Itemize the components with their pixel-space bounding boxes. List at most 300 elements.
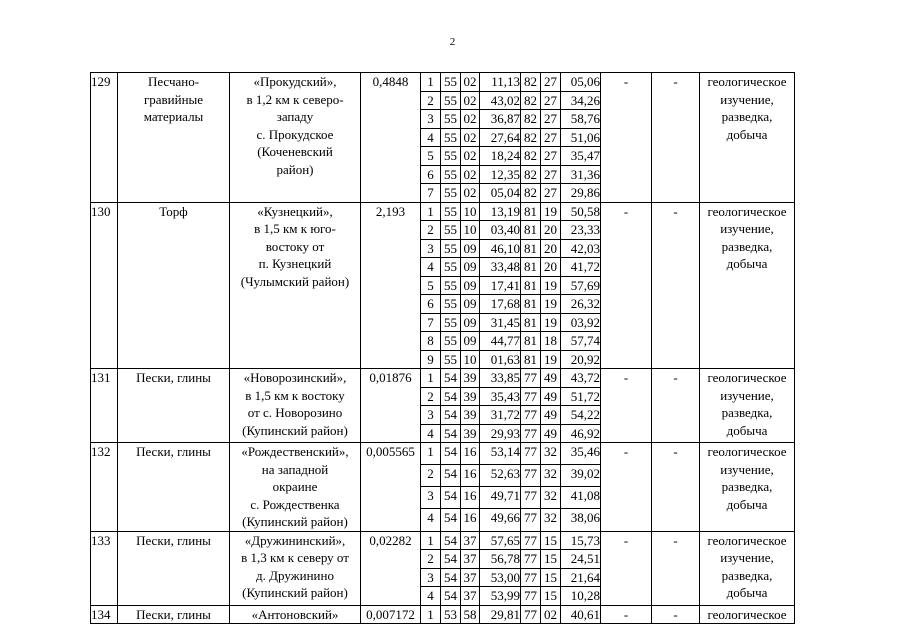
lat-deg: 54 (441, 424, 461, 443)
lat-deg: 55 (441, 350, 461, 369)
lat-sec: 18,24 (480, 147, 521, 166)
site-name (230, 73, 361, 203)
lon-sec: 03,92 (561, 313, 601, 332)
usage-purpose-line: геологическое (707, 74, 787, 89)
mineral-type (118, 369, 230, 443)
lat-deg: 54 (441, 443, 461, 465)
usage-purpose (700, 443, 795, 532)
lon-sec: 54,22 (561, 406, 601, 425)
lat-deg: 53 (441, 605, 461, 624)
lon-sec: 34,26 (561, 91, 601, 110)
site-name-line: западу (276, 109, 314, 124)
site-name-line: с. Рождественка (250, 496, 340, 512)
site-name-line: в 1,5 км к юго- (254, 221, 336, 236)
lat-min: 02 (461, 147, 480, 166)
usage-purpose-line: геологическое (707, 532, 787, 548)
lon-sec: 10,28 (561, 587, 601, 606)
table-row (91, 443, 795, 465)
lat-min: 02 (461, 110, 480, 129)
site-number: 134 (91, 605, 118, 624)
lon-min: 32 (541, 465, 561, 487)
lat-sec: 29,93 (480, 424, 521, 443)
lat-min: 09 (461, 239, 480, 258)
lat-min: 02 (461, 165, 480, 184)
lat-deg: 55 (441, 295, 461, 314)
mineral-type (118, 73, 230, 203)
lat-deg: 55 (441, 221, 461, 240)
lat-min: 10 (461, 350, 480, 369)
lat-deg: 54 (441, 531, 461, 550)
point-number: 1 (421, 369, 441, 388)
lat-min: 09 (461, 258, 480, 277)
lon-sec: 57,74 (561, 332, 601, 351)
lon-min: 49 (541, 387, 561, 406)
lon-deg: 77 (521, 465, 541, 487)
site-name (230, 605, 361, 624)
lon-min: 15 (541, 587, 561, 606)
lat-sec: 53,14 (480, 443, 521, 465)
site-name-line: в 1,2 км к северо- (246, 91, 344, 107)
lat-deg: 54 (441, 587, 461, 606)
lat-min: 39 (461, 369, 480, 388)
usage-purpose (700, 73, 795, 203)
lon-sec: 46,92 (561, 424, 601, 443)
lat-sec: 17,68 (480, 295, 521, 314)
lon-sec: 20,92 (561, 350, 601, 369)
usage-purpose-line: разведка, (721, 238, 773, 254)
resources-dash: - (652, 369, 700, 443)
lon-deg: 77 (521, 587, 541, 606)
lat-min: 10 (461, 221, 480, 240)
page-number: 2 (449, 36, 456, 48)
resources-dash: - (652, 73, 700, 203)
lon-min: 20 (541, 221, 561, 240)
lat-deg: 55 (441, 128, 461, 147)
usage-purpose-line: изучение, (720, 461, 774, 477)
lat-min: 37 (461, 550, 480, 569)
lon-min: 19 (541, 202, 561, 221)
site-area: 0,005565 (361, 443, 421, 532)
lat-deg: 55 (441, 91, 461, 110)
lon-sec: 58,76 (561, 110, 601, 129)
lon-deg: 82 (521, 73, 541, 92)
site-name (230, 531, 361, 605)
lon-deg: 81 (521, 313, 541, 332)
lon-min: 27 (541, 91, 561, 110)
point-number: 3 (421, 487, 441, 509)
lat-deg: 54 (441, 387, 461, 406)
lat-min: 02 (461, 73, 480, 92)
point-number: 6 (421, 165, 441, 184)
lat-deg: 54 (441, 550, 461, 569)
lon-sec: 35,46 (561, 443, 601, 465)
lon-sec: 51,06 (561, 128, 601, 147)
lon-deg: 77 (521, 387, 541, 406)
resources-dash: - (652, 202, 700, 369)
lon-deg: 81 (521, 295, 541, 314)
lat-min: 37 (461, 531, 480, 550)
lat-min: 02 (461, 128, 480, 147)
lat-sec: 36,87 (480, 110, 521, 129)
lon-deg: 81 (521, 202, 541, 221)
lon-deg: 82 (521, 184, 541, 203)
lat-sec: 44,77 (480, 332, 521, 351)
mineral-type-line: Пески, глины (136, 606, 211, 622)
lon-deg: 77 (521, 550, 541, 569)
usage-purpose-line: изучение, (720, 221, 774, 236)
reserves-dash: - (601, 202, 652, 369)
lon-sec: 05,06 (561, 73, 601, 92)
lon-sec: 26,32 (561, 295, 601, 314)
point-number: 4 (421, 424, 441, 443)
point-number: 3 (421, 110, 441, 129)
lat-sec: 03,40 (480, 221, 521, 240)
site-name-line: район) (276, 161, 314, 177)
lon-deg: 77 (521, 487, 541, 509)
lat-deg: 55 (441, 276, 461, 295)
point-number: 2 (421, 465, 441, 487)
lon-deg: 82 (521, 91, 541, 110)
lat-sec: 29,81 (480, 605, 521, 624)
site-name-line: д. Дружинино (256, 567, 334, 583)
lat-deg: 54 (441, 509, 461, 531)
lon-sec: 24,51 (561, 550, 601, 569)
lon-deg: 82 (521, 110, 541, 129)
lat-sec: 57,65 (480, 531, 521, 550)
site-name (230, 369, 361, 443)
lon-deg: 77 (521, 424, 541, 443)
point-number: 2 (421, 91, 441, 110)
usage-purpose-line: разведка, (721, 479, 773, 494)
lat-deg: 55 (441, 258, 461, 277)
reserves-dash: - (601, 605, 652, 624)
lon-min: 49 (541, 406, 561, 425)
lat-deg: 55 (441, 239, 461, 258)
lat-sec: 35,43 (480, 387, 521, 406)
site-number: 129 (91, 73, 118, 203)
site-name-line: «Кузнецкий», (257, 203, 333, 219)
lat-deg: 54 (441, 406, 461, 425)
lon-deg: 77 (521, 531, 541, 550)
lon-min: 19 (541, 295, 561, 314)
usage-purpose-line: геологическое (707, 444, 787, 459)
lon-sec: 41,72 (561, 258, 601, 277)
site-number: 130 (91, 202, 118, 369)
lon-min: 15 (541, 550, 561, 569)
point-number: 7 (421, 184, 441, 203)
resources-dash: - (652, 531, 700, 605)
lon-min: 15 (541, 568, 561, 587)
lon-deg: 81 (521, 258, 541, 277)
lat-min: 37 (461, 587, 480, 606)
reserves-dash: - (601, 73, 652, 203)
lon-deg: 82 (521, 147, 541, 166)
site-name-line: «Прокудский», (253, 74, 337, 89)
site-name-line: в 1,5 км к востоку (245, 387, 345, 403)
site-area: 0,007172 (361, 605, 421, 624)
lat-deg: 55 (441, 147, 461, 166)
lon-min: 19 (541, 276, 561, 295)
site-name-line: на западной (261, 461, 329, 477)
mineral-type-line: материалы (143, 109, 204, 124)
usage-purpose-line: геологическое (707, 370, 787, 385)
lat-sec: 49,71 (480, 487, 521, 509)
lon-min: 02 (541, 605, 561, 624)
usage-purpose-line: добыча (726, 256, 768, 271)
lon-min: 32 (541, 487, 561, 509)
lon-sec: 43,72 (561, 369, 601, 388)
lon-deg: 81 (521, 332, 541, 351)
lat-deg: 54 (441, 568, 461, 587)
resources-dash: - (652, 605, 700, 624)
lat-sec: 05,04 (480, 184, 521, 203)
lat-deg: 55 (441, 165, 461, 184)
lat-min: 02 (461, 91, 480, 110)
table-row (91, 202, 795, 221)
lon-sec: 51,72 (561, 387, 601, 406)
site-number: 132 (91, 443, 118, 532)
lon-deg: 77 (521, 406, 541, 425)
site-name-line: (Купинский район) (242, 422, 348, 438)
site-name-line: (Коченевский (257, 144, 333, 159)
lat-deg: 55 (441, 184, 461, 203)
point-number: 3 (421, 568, 441, 587)
point-number: 4 (421, 128, 441, 147)
table-row (91, 369, 795, 388)
lon-sec: 15,73 (561, 531, 601, 550)
lon-min: 27 (541, 147, 561, 166)
usage-purpose-line: добыча (726, 496, 768, 512)
site-name-line: с. Прокудское (256, 126, 334, 142)
mineral-type-line: Пески, глины (136, 532, 211, 548)
lat-sec: 52,63 (480, 465, 521, 487)
mineral-type-line: Торф (159, 203, 188, 219)
lon-min: 27 (541, 110, 561, 129)
point-number: 5 (421, 147, 441, 166)
lat-min: 16 (461, 487, 480, 509)
lat-min: 09 (461, 295, 480, 314)
lat-sec: 53,99 (480, 587, 521, 606)
lon-deg: 77 (521, 443, 541, 465)
usage-purpose-line: разведка, (721, 109, 773, 124)
lon-deg: 77 (521, 509, 541, 531)
point-number: 6 (421, 295, 441, 314)
lat-deg: 55 (441, 73, 461, 92)
table-row (91, 605, 795, 624)
site-name-line: «Антоновский» (251, 606, 339, 622)
lat-min: 39 (461, 387, 480, 406)
lat-sec: 46,10 (480, 239, 521, 258)
usage-purpose-line: разведка, (721, 567, 773, 583)
usage-purpose-line: добыча (726, 422, 768, 438)
usage-purpose (700, 605, 795, 624)
lat-deg: 55 (441, 332, 461, 351)
lon-min: 15 (541, 531, 561, 550)
site-name-line: (Купинский район) (242, 585, 348, 600)
mineral-type-line: Пески, глины (136, 370, 211, 385)
site-area: 0,4848 (361, 73, 421, 203)
lat-sec: 31,72 (480, 406, 521, 425)
lon-deg: 77 (521, 568, 541, 587)
lon-deg: 81 (521, 276, 541, 295)
site-area: 0,02282 (361, 531, 421, 605)
lon-sec: 23,33 (561, 221, 601, 240)
lon-deg: 82 (521, 128, 541, 147)
site-number: 133 (91, 531, 118, 605)
point-number: 1 (421, 443, 441, 465)
lon-min: 27 (541, 184, 561, 203)
lat-min: 16 (461, 443, 480, 465)
lon-min: 20 (541, 258, 561, 277)
lat-sec: 01,63 (480, 350, 521, 369)
lat-sec: 33,85 (480, 369, 521, 388)
lon-min: 27 (541, 73, 561, 92)
lat-sec: 31,45 (480, 313, 521, 332)
lon-min: 18 (541, 332, 561, 351)
lon-min: 20 (541, 239, 561, 258)
lon-sec: 39,02 (561, 465, 601, 487)
site-number: 131 (91, 369, 118, 443)
mineral-type-line: гравийные (143, 91, 204, 107)
lon-min: 19 (541, 313, 561, 332)
point-number: 2 (421, 550, 441, 569)
lat-min: 09 (461, 276, 480, 295)
site-name-line: в 1,3 км к северу от (241, 550, 349, 565)
usage-purpose-line: геологическое (707, 606, 787, 622)
site-name-line: (Купинский район) (242, 514, 348, 529)
point-number: 1 (421, 531, 441, 550)
lat-sec: 17,41 (480, 276, 521, 295)
usage-purpose-line: изучение, (720, 387, 774, 403)
site-name-line: «Новорозинский», (243, 370, 347, 385)
subsoil-sites-table (90, 72, 795, 624)
usage-purpose-line: разведка, (721, 405, 773, 420)
mineral-type (118, 605, 230, 624)
lon-deg: 82 (521, 165, 541, 184)
mineral-type-line: Песчано- (147, 74, 200, 89)
lon-deg: 81 (521, 350, 541, 369)
lon-sec: 41,08 (561, 487, 601, 509)
point-number: 9 (421, 350, 441, 369)
lon-sec: 38,06 (561, 509, 601, 531)
usage-purpose-line: изучение, (720, 91, 774, 107)
site-name-line: окраине (272, 479, 318, 494)
mineral-type (118, 202, 230, 369)
point-number: 1 (421, 202, 441, 221)
lat-sec: 43,02 (480, 91, 521, 110)
lat-deg: 54 (441, 487, 461, 509)
usage-purpose (700, 369, 795, 443)
lon-min: 19 (541, 350, 561, 369)
lon-deg: 77 (521, 369, 541, 388)
lat-deg: 55 (441, 110, 461, 129)
site-area: 0,01876 (361, 369, 421, 443)
site-area: 2,193 (361, 202, 421, 369)
point-number: 3 (421, 239, 441, 258)
lon-min: 27 (541, 165, 561, 184)
lat-sec: 12,35 (480, 165, 521, 184)
usage-purpose-line: изучение, (720, 550, 774, 565)
site-name-line: востоку от (265, 238, 325, 254)
lon-deg: 77 (521, 605, 541, 624)
lon-min: 32 (541, 509, 561, 531)
point-number: 2 (421, 221, 441, 240)
lat-min: 09 (461, 332, 480, 351)
lat-min: 16 (461, 465, 480, 487)
table-row (91, 531, 795, 550)
lon-sec: 40,61 (561, 605, 601, 624)
lon-sec: 31,36 (561, 165, 601, 184)
lat-min: 39 (461, 406, 480, 425)
lat-sec: 33,48 (480, 258, 521, 277)
usage-purpose (700, 202, 795, 369)
site-name-line: п. Кузнецкий (258, 256, 332, 271)
site-name-line: от с. Новорозино (247, 405, 343, 420)
lat-sec: 11,13 (480, 73, 521, 92)
lat-sec: 27,64 (480, 128, 521, 147)
reserves-dash: - (601, 443, 652, 532)
point-number: 7 (421, 313, 441, 332)
lon-sec: 42,03 (561, 239, 601, 258)
lat-deg: 54 (441, 369, 461, 388)
site-name-line: «Дружининский», (244, 532, 346, 548)
lon-sec: 57,69 (561, 276, 601, 295)
lat-min: 16 (461, 509, 480, 531)
point-number: 4 (421, 258, 441, 277)
usage-purpose-line: геологическое (707, 203, 787, 219)
lon-min: 49 (541, 424, 561, 443)
point-number: 4 (421, 587, 441, 606)
point-number: 3 (421, 406, 441, 425)
lat-deg: 55 (441, 202, 461, 221)
site-name-line: (Чулымский район) (240, 273, 350, 289)
lat-min: 58 (461, 605, 480, 624)
lon-sec: 29,86 (561, 184, 601, 203)
lat-deg: 55 (441, 313, 461, 332)
lon-min: 49 (541, 369, 561, 388)
site-name (230, 202, 361, 369)
lat-sec: 56,78 (480, 550, 521, 569)
lat-sec: 53,00 (480, 568, 521, 587)
lon-deg: 81 (521, 239, 541, 258)
usage-purpose-line: добыча (726, 585, 768, 600)
reserves-dash: - (601, 369, 652, 443)
lat-min: 39 (461, 424, 480, 443)
point-number: 2 (421, 387, 441, 406)
point-number: 8 (421, 332, 441, 351)
lat-min: 37 (461, 568, 480, 587)
lon-sec: 50,58 (561, 202, 601, 221)
site-name-line: «Рождественский», (241, 444, 349, 459)
lon-min: 27 (541, 128, 561, 147)
lat-sec: 49,66 (480, 509, 521, 531)
lat-sec: 13,19 (480, 202, 521, 221)
resources-dash: - (652, 443, 700, 532)
mineral-type (118, 443, 230, 532)
point-number: 1 (421, 605, 441, 624)
mineral-type (118, 531, 230, 605)
lon-sec: 21,64 (561, 568, 601, 587)
table-row (91, 73, 795, 92)
lat-min: 02 (461, 184, 480, 203)
lon-deg: 81 (521, 221, 541, 240)
lat-min: 10 (461, 202, 480, 221)
reserves-dash: - (601, 531, 652, 605)
site-name (230, 443, 361, 532)
mineral-type-line: Пески, глины (136, 444, 211, 459)
usage-purpose-line: добыча (726, 126, 768, 142)
lon-min: 32 (541, 443, 561, 465)
